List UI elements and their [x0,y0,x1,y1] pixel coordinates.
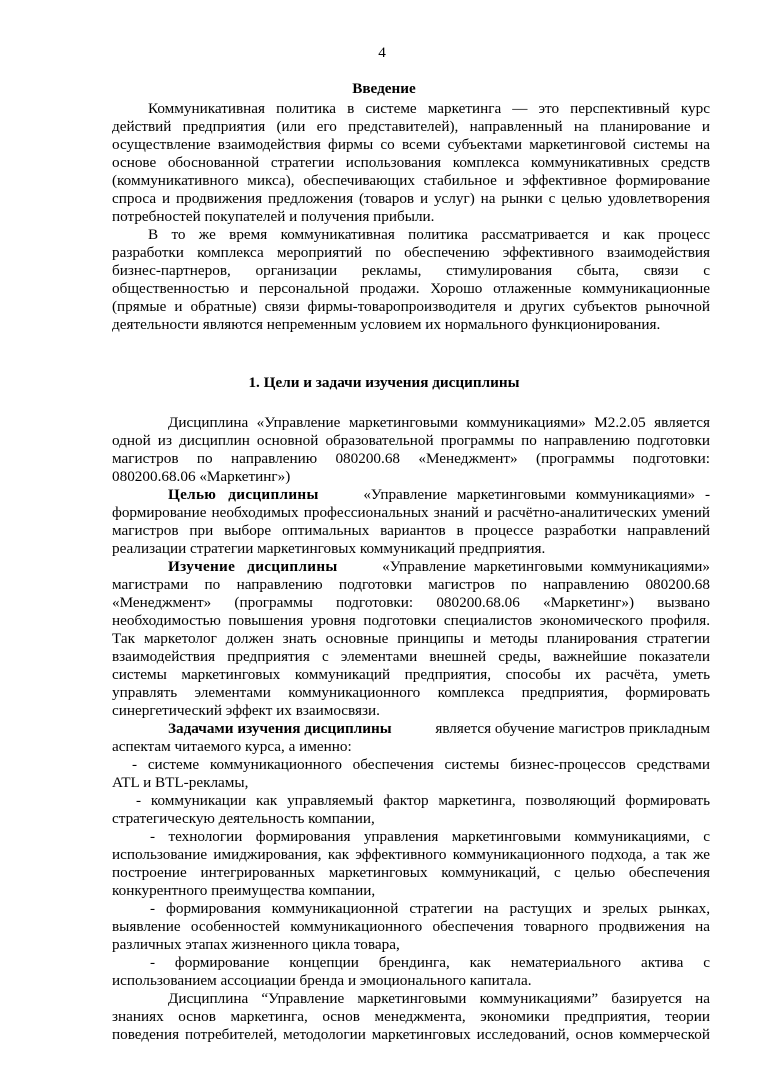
study-first-text: «Управление маркетинговыми коммуникациями» [382,558,710,575]
intro-p2-line: бизнес-партнеров, организации рекламы, стимулирования сбыта, связи с [112,262,710,279]
goal-line: формирование необходимых профессиональных знаний и расчётно-аналитических умений [112,504,710,521]
goal-line: магистров при выборе оптимальных вариантов в процессе разработки направлений [112,522,710,539]
study-line: системы маркетинговых коммуникаций предприятия, способы их расчёта, уметь [112,666,710,683]
study-line: управлять элементами коммуникационного комплекса предприятия, формировать [112,684,710,701]
list-item-cont: различных этапах жизненного цикла товара, [112,936,400,953]
study-line: Так маркетолог должен знать основные принципы и методы планирования стратегии [112,630,710,647]
study-line: «Менеджмент» (программы подготовки: 080200.68.06 «Маркетинг») вызвано [112,594,710,611]
intro-heading: Введение [352,80,416,97]
list-item: - коммуникации как управляемый фактор маркетинга, позволяющий формировать [136,792,710,809]
page-number: 4 [378,44,386,61]
last-line: Дисциплина “Управление маркетинговыми коммуникациями” базируется на [168,990,710,1007]
study-line: необходимостью повышения уровня подготовки специалистов экономического профиля. [112,612,710,629]
list-item: - технологии формирования управления маркетинговыми коммуникациями, с [150,828,710,845]
list-item: - формирования коммуникационной стратегии на растущих и зрелых рынках, [150,900,710,917]
intro-p1-line: (коммуникативного микса), обеспечивающих стабильное и эффективное формирование [112,172,710,189]
intro-p1-line: действий предприятия (или его представителей), направленный на планирование и [112,118,710,135]
intro-p2-line: разработки комплекса мероприятий по обеспечению эффективного взаимодействия [112,244,710,261]
section-heading: 1. Цели и задачи изучения дисциплины [248,374,520,391]
last-line: знаниях основ маркетинга, основ менеджмента, экономики предприятия, теории [112,1008,710,1025]
intro-p1-line: осуществление взаимодействия фирмы со всеми субъектами маркетинговой системы на [112,136,710,153]
study-line: взаимодействия предприятия с элементами внешней среды, важнейшие показатели [112,648,710,665]
list-item-cont: использование имиджирования, как эффективного коммуникационного подхода, а так же [112,846,710,863]
study-line: синергетический эффект их взаимосвязи. [112,702,380,719]
list-item-cont: построение интегрированных маркетинговых коммуникаций, с целью обеспечения [112,864,710,881]
intro-p2-line: деятельности являются непременным условием их нормального функционирования. [112,316,661,333]
list-item: - системе коммуникационного обеспечения системы бизнес-процессов средствами [132,756,710,773]
goal-bold-label: Целью дисциплины [168,486,319,503]
study-line: магистрами по направлению подготовки магистров по направлению 080200.68 [112,576,710,593]
tasks-first-text: является обучение магистров прикладным [435,720,710,737]
section1-p1-line: Дисциплина «Управление маркетинговыми коммуникациями» М2.2.05 является [168,414,710,431]
goal-first-text: «Управление маркетинговыми коммуникациями» - [363,486,710,503]
list-item: - формирование концепции брендинга, как нематериального актива с [150,954,710,971]
intro-p2-line: В то же время коммуникативная политика рассматривается и как процесс [148,226,710,243]
intro-p1-line: основе обоснованной стратегии использования комплекса коммуникативных средств [112,154,710,171]
list-item-cont: использованием ассоциации бренда и эмоционального капитала. [112,972,532,989]
study-bold-label: Изучение дисциплины [168,558,338,575]
section1-p1-line: 080200.68.06 «Маркетинг») [112,468,291,485]
study-first-line [168,558,710,576]
intro-p1-line: спроса и продвижения предложения (товаров и услуг) на рынки с целью удовлетворения [112,190,710,207]
goal-line: реализации стратегии маркетинговых коммуникаций предприятия. [112,540,546,557]
list-item-cont: выявление особенностей коммуникационного обеспечения товарного продвижения на [112,918,710,935]
last-line: поведения потребителей, методологии маркетинговых исследований, основ коммерческой [112,1026,710,1043]
list-item-cont: конкурентного преимущества компании, [112,882,376,899]
tasks-second-line: аспектам читаемого курса, а именно: [112,738,352,755]
intro-p2-line: общественностью и персональной продажи. Хорошо отлаженные коммуникационные [112,280,710,297]
intro-p1-line: Коммуникативная политика в системе маркетинга — это перспективный курс [148,100,710,117]
section1-p1-line: магистров по направлению 080200.68 «Менеджмент» (программы подготовки: [112,450,710,467]
tasks-first-line [168,720,710,738]
tasks-bold-label: Задачами изучения дисциплины [168,720,392,737]
section1-p1-line: одной из дисциплин основной образовательной программы по направлению подготовки [112,432,710,449]
list-item-cont: ATL и BTL-рекламы, [112,774,249,791]
intro-p2-line: (прямые и обратные) связи фирмы-товаропроизводителя и других субъектов рыночной [112,298,710,315]
intro-p1-line: потребностей покупателей и получения прибыли. [112,208,435,225]
goal-first-line [168,486,710,504]
list-item-cont: стратегическую деятельность компании, [112,810,375,827]
